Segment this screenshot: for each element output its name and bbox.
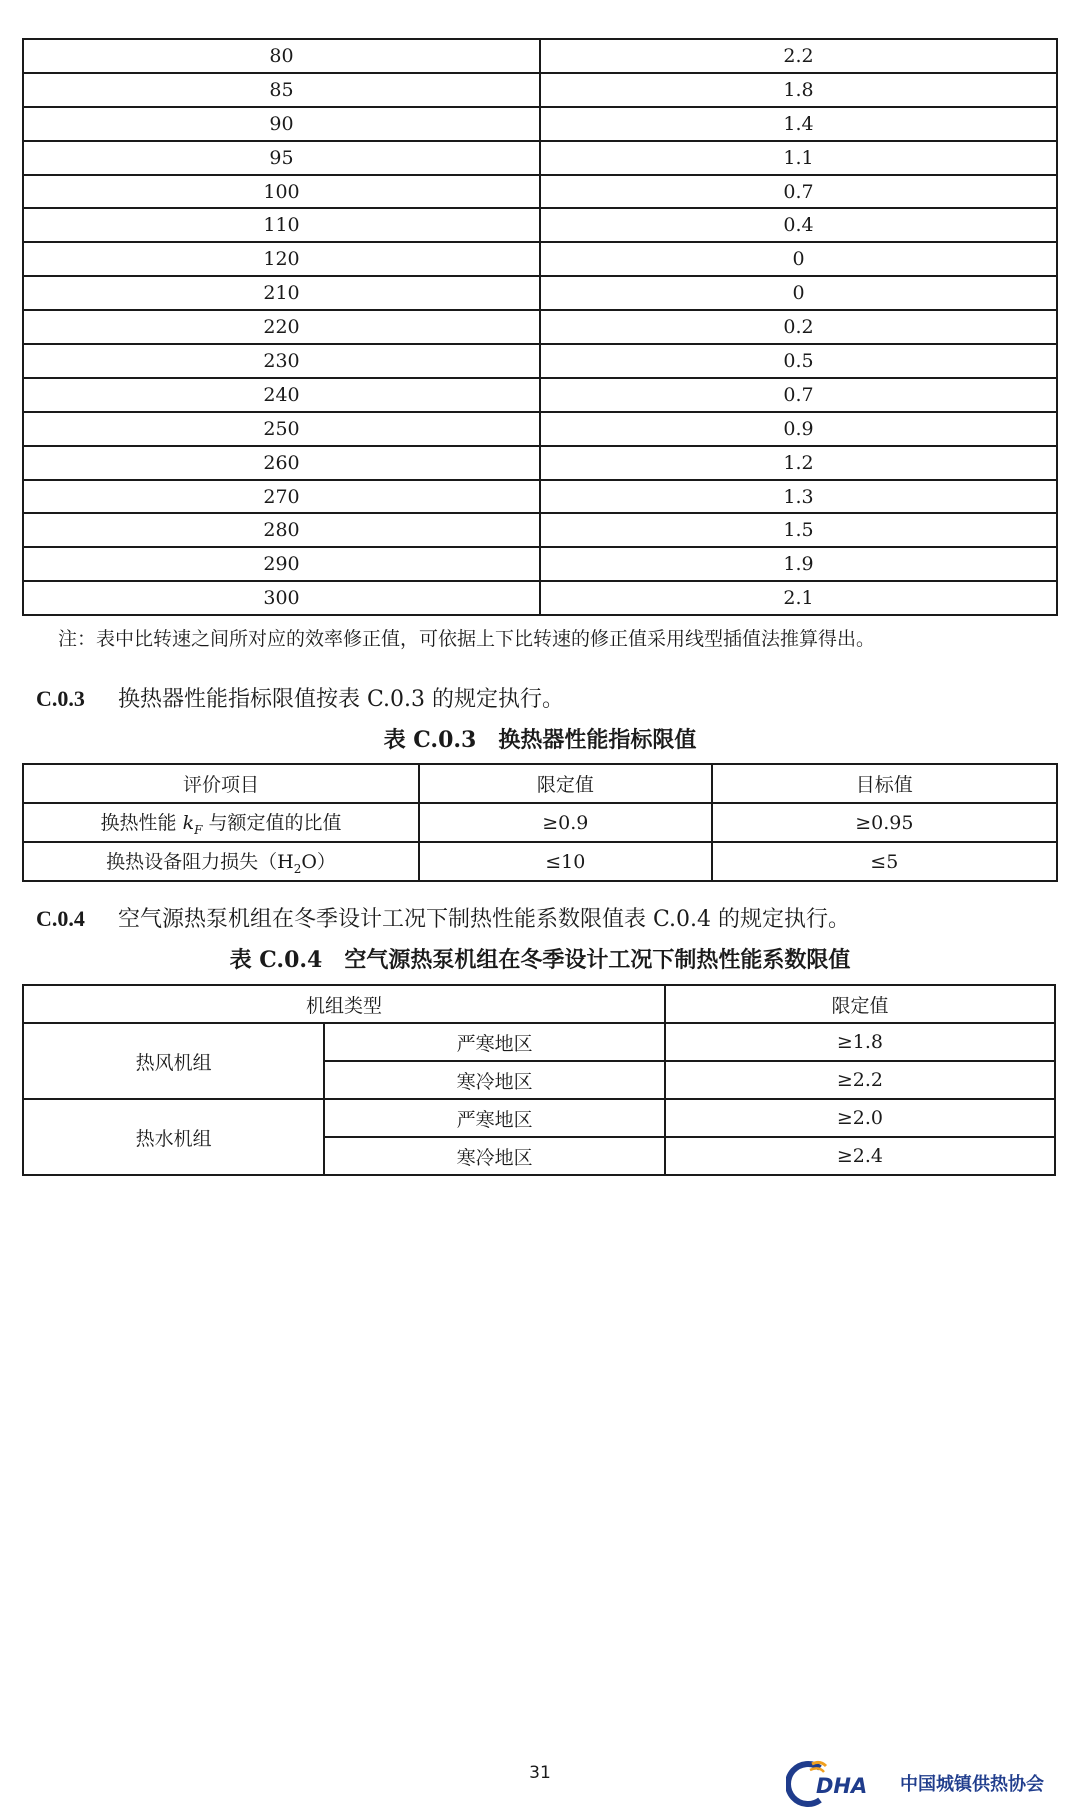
clause-c04 [36, 902, 850, 933]
specific-speed-cell: 270 [23, 480, 540, 514]
specific-speed-cell: 300 [23, 581, 540, 615]
table-row [23, 141, 1057, 175]
clause-number: C.0.4 [36, 906, 85, 931]
unit-type-cell: 热水机组 [23, 1099, 324, 1175]
specific-speed-cell: 80 [23, 39, 540, 73]
unit-type-cell: 热风机组 [23, 1023, 324, 1099]
correction-value-cell: 1.2 [540, 446, 1057, 480]
clause-c03 [36, 682, 564, 713]
region-cell: 寒冷地区 [324, 1137, 665, 1175]
k-subscript: F [194, 822, 203, 837]
specific-speed-cell: 220 [23, 310, 540, 344]
target-cell: ≤5 [712, 842, 1057, 881]
correction-value-cell: 2.1 [540, 581, 1057, 615]
logo-letters: DHA [816, 1774, 868, 1798]
region-cell: 严寒地区 [324, 1023, 665, 1061]
table-row [23, 175, 1057, 209]
specific-speed-cell: 260 [23, 446, 540, 480]
table-caption-c04: 表 C.0.4 空气源热泵机组在冬季设计工况下制热性能系数限值 [229, 947, 851, 973]
region-cell: 寒冷地区 [324, 1061, 665, 1099]
association-logo [786, 1758, 1066, 1808]
table-row [23, 39, 1057, 73]
correction-value-cell: 1.9 [540, 547, 1057, 581]
specific-speed-cell: 210 [23, 276, 540, 310]
specific-speed-cell: 290 [23, 547, 540, 581]
header-cell: 限定值 [419, 764, 712, 803]
efficiency-correction-table [22, 38, 1058, 616]
specific-speed-cell: 85 [23, 73, 540, 107]
table-row [23, 513, 1057, 547]
table-row [23, 208, 1057, 242]
correction-value-cell: 0.9 [540, 412, 1057, 446]
correction-value-cell: 0.4 [540, 208, 1057, 242]
table-row [23, 842, 1057, 881]
table-row [23, 344, 1057, 378]
table-row [23, 547, 1057, 581]
specific-speed-cell: 110 [23, 208, 540, 242]
heat-exchanger-limits-table [22, 763, 1058, 882]
correction-value-cell: 1.3 [540, 480, 1057, 514]
correction-value-cell: 0.2 [540, 310, 1057, 344]
table-note: 注：表中比转速之间所对应的效率修正值，可依据上下比转速的修正值采用线型插值法推算得出。 [58, 628, 876, 650]
specific-speed-cell: 95 [23, 141, 540, 175]
correction-value-cell: 2.2 [540, 39, 1057, 73]
target-cell: ≥0.95 [712, 803, 1057, 842]
limit-cell: ≥0.9 [419, 803, 712, 842]
specific-speed-cell: 90 [23, 107, 540, 141]
table-row [23, 73, 1057, 107]
page-number: 31 [529, 1763, 551, 1783]
limit-cell: ≤10 [419, 842, 712, 881]
table-row [23, 446, 1057, 480]
limit-cell: ≥2.0 [665, 1099, 1055, 1137]
cell-text: 换热设备阻力损失（H [106, 851, 294, 874]
specific-speed-cell: 120 [23, 242, 540, 276]
specific-speed-cell: 240 [23, 378, 540, 412]
specific-speed-cell: 230 [23, 344, 540, 378]
cell-text: 与额定值的比值 [202, 812, 342, 835]
header-cell: 机组类型 [23, 985, 665, 1023]
table-row [23, 803, 1057, 842]
table-row [23, 107, 1057, 141]
header-cell: 评价项目 [23, 764, 419, 803]
correction-value-cell: 1.5 [540, 513, 1057, 547]
specific-speed-cell: 100 [23, 175, 540, 209]
cell-text: 换热性能 [100, 812, 183, 835]
specific-speed-cell: 250 [23, 412, 540, 446]
header-cell: 限定值 [665, 985, 1055, 1023]
logo-flame-arc [810, 1768, 824, 1772]
specific-speed-cell: 280 [23, 513, 540, 547]
table-row [23, 1099, 1055, 1137]
h2o-subscript: 2 [293, 861, 302, 876]
limit-cell: ≥2.2 [665, 1061, 1055, 1099]
logo-text: 中国城镇供热协会 [900, 1774, 1044, 1795]
k-symbol: k [182, 812, 195, 835]
correction-value-cell: 0 [540, 242, 1057, 276]
header-cell: 目标值 [712, 764, 1057, 803]
table-row [23, 581, 1057, 615]
clause-text: 空气源热泵机组在冬季设计工况下制热性能系数限值表 C.0.4 的规定执行。 [118, 907, 851, 932]
table-header-row [23, 985, 1055, 1023]
table-header-row [23, 764, 1057, 803]
table-row [23, 310, 1057, 344]
table-caption-c03: 表 C.0.3 换热器性能指标限值 [383, 727, 697, 753]
table-row [23, 412, 1057, 446]
table-row [23, 276, 1057, 310]
table-row [23, 1023, 1055, 1061]
correction-value-cell: 1.8 [540, 73, 1057, 107]
region-cell: 严寒地区 [324, 1099, 665, 1137]
clause-text: 换热器性能指标限值按表 C.0.3 的规定执行。 [118, 687, 565, 712]
table-row [23, 242, 1057, 276]
cdha-logo-icon [786, 1758, 896, 1808]
cell-text: O） [301, 851, 336, 874]
correction-value-cell: 0.5 [540, 344, 1057, 378]
correction-value-cell: 1.4 [540, 107, 1057, 141]
correction-value-cell: 0 [540, 276, 1057, 310]
correction-value-cell: 0.7 [540, 378, 1057, 412]
table-row [23, 378, 1057, 412]
heat-pump-cop-limits-table [22, 984, 1056, 1176]
item-cell [23, 842, 419, 881]
item-cell [23, 803, 419, 842]
correction-value-cell: 1.1 [540, 141, 1057, 175]
correction-value-cell: 0.7 [540, 175, 1057, 209]
limit-cell: ≥2.4 [665, 1137, 1055, 1175]
table-row [23, 480, 1057, 514]
limit-cell: ≥1.8 [665, 1023, 1055, 1061]
clause-number: C.0.3 [36, 686, 85, 711]
